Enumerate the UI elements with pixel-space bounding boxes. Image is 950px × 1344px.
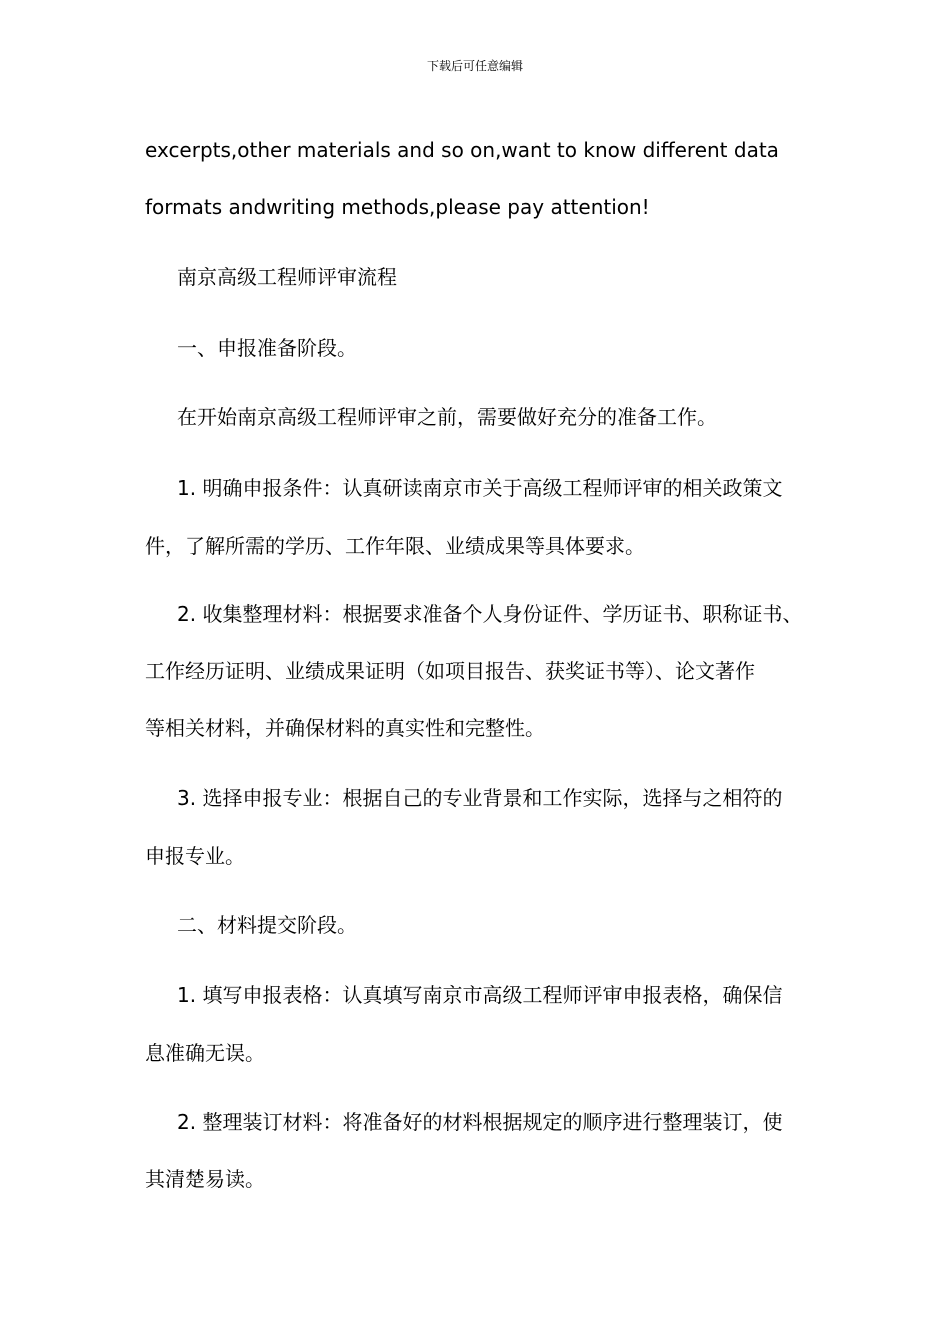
list-item-line: 申报专业。 xyxy=(145,844,245,868)
paragraph-line: 在开始南京高级工程师评审之前，需要做好充分的准备工作。 xyxy=(177,405,717,429)
page-header: 下载后可任意编辑 xyxy=(426,59,523,73)
list-item-line: 3. 选择申报专业：根据自己的专业背景和工作实际，选择与之相符的 xyxy=(177,786,783,810)
section-heading: 一、申报准备阶段。 xyxy=(177,336,357,360)
list-item-line: 等相关材料，并确保材料的真实性和完整性。 xyxy=(145,716,545,740)
document-title: 南京高级工程师评审流程 xyxy=(177,265,397,289)
list-item-line: 2. 收集整理材料：根据要求准备个人身份证件、学历证书、职称证书、 xyxy=(177,602,803,626)
section-heading: 二、材料提交阶段。 xyxy=(177,913,357,937)
list-item-line: 1. 填写申报表格：认真填写南京市高级工程师评审申报表格，确保信 xyxy=(177,983,783,1007)
list-item-line: 工作经历证明、业绩成果证明（如项目报告、获奖证书等）、论文著作 xyxy=(145,659,755,683)
list-item-line: 2. 整理装订材料：将准备好的材料根据规定的顺序进行整理装订，使 xyxy=(177,1110,783,1134)
list-item-line: 1. 明确申报条件：认真研读南京市关于高级工程师评审的相关政策文 xyxy=(177,476,783,500)
list-item-line: 件，了解所需的学历、工作年限、业绩成果等具体要求。 xyxy=(145,534,645,558)
text-line: excerpts,other materials and so on,want to know different data xyxy=(145,138,779,162)
text-line: formats andwriting methods,please pay attention! xyxy=(145,195,650,219)
list-item-line: 其清楚易读。 xyxy=(145,1167,265,1191)
list-item-line: 息准确无误。 xyxy=(145,1041,265,1065)
